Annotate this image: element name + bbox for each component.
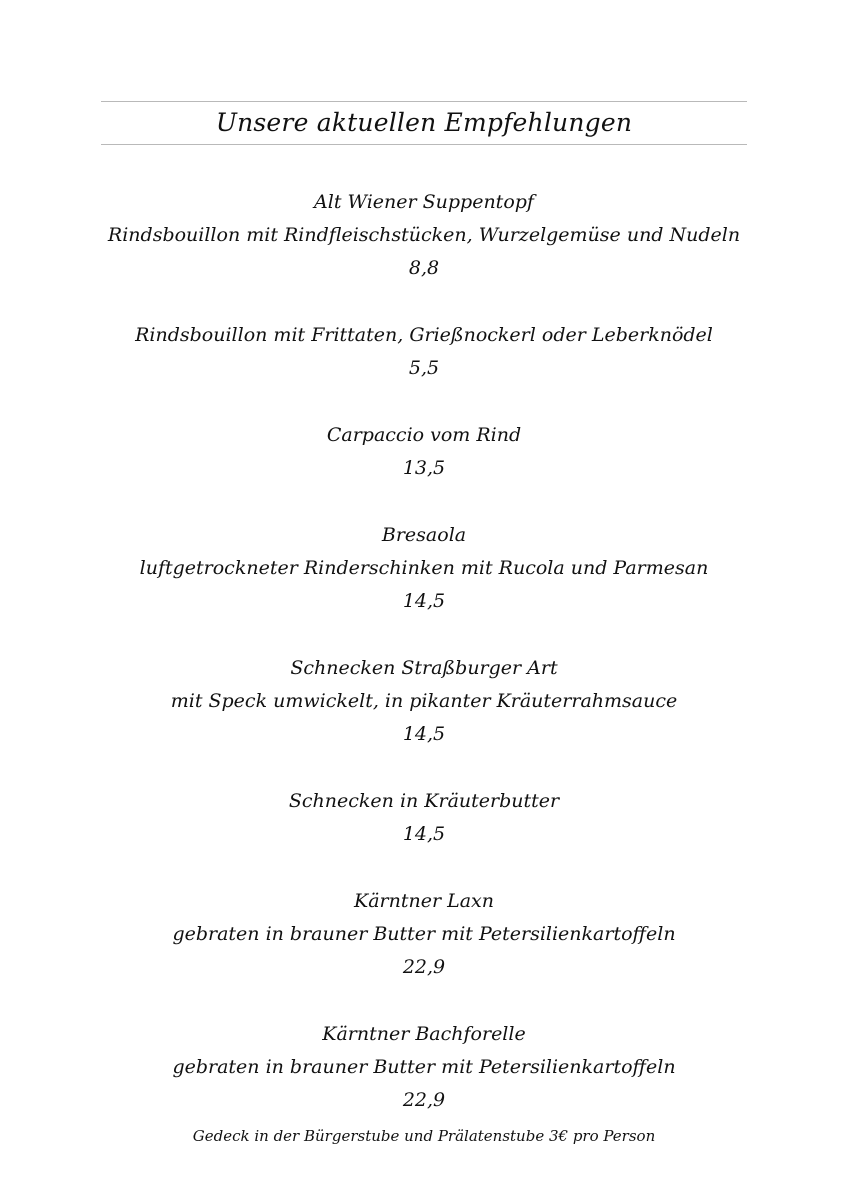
menu-item — [0, 419, 848, 485]
dish-name: Schnecken Straßburger Art — [290, 657, 558, 679]
title-rule-top — [101, 101, 747, 102]
dish-description: gebraten in brauner Butter mit Petersilienkartoffeln — [172, 923, 676, 945]
menu-item — [0, 652, 848, 751]
dish-name: Kärntner Laxn — [354, 890, 494, 912]
dish-name: Kärntner Bachforelle — [322, 1023, 526, 1045]
dish-price: 14,5 — [402, 823, 446, 845]
dish-name: Bresaola — [381, 524, 467, 546]
dish-name: Carpaccio vom Rind — [326, 424, 522, 446]
dish-price: 5,5 — [408, 357, 440, 379]
dish-description: Rindsbouillon mit Rindfleischstücken, Wurzelgemüse und Nudeln — [107, 224, 741, 246]
page-title: Unsere aktuellen Empfehlungen — [215, 108, 633, 137]
menu-item — [0, 186, 848, 285]
dish-name: Rindsbouillon mit Frittaten, Grießnockerl oder Leberknödel — [135, 324, 713, 346]
dish-name: Alt Wiener Suppentopf — [314, 191, 534, 213]
dish-description: mit Speck umwickelt, in pikanter Kräuterrahmsauce — [170, 690, 678, 712]
menu-item — [0, 785, 848, 851]
menu-item — [0, 519, 848, 618]
dish-description: gebraten in brauner Butter mit Petersilienkartoffeln — [172, 1056, 676, 1078]
dish-description: luftgetrockneter Rinderschinken mit Rucola und Parmesan — [139, 557, 709, 579]
dish-price: 22,9 — [402, 1089, 446, 1111]
title-rule-bottom — [101, 144, 747, 145]
cover-charge-note: Gedeck in der Bürgerstube und Prälatenstube 3€ pro Person — [192, 1127, 656, 1145]
dish-price: 22,9 — [402, 956, 446, 978]
dish-price: 14,5 — [402, 723, 446, 745]
menu-item — [0, 1018, 848, 1117]
menu-item — [0, 885, 848, 984]
dish-name: Schnecken in Kräuterbutter — [288, 790, 560, 812]
menu-list — [0, 186, 848, 1151]
dish-price: 14,5 — [402, 590, 446, 612]
menu-item — [0, 319, 848, 385]
dish-price: 13,5 — [402, 457, 446, 479]
dish-price: 8,8 — [408, 257, 440, 279]
